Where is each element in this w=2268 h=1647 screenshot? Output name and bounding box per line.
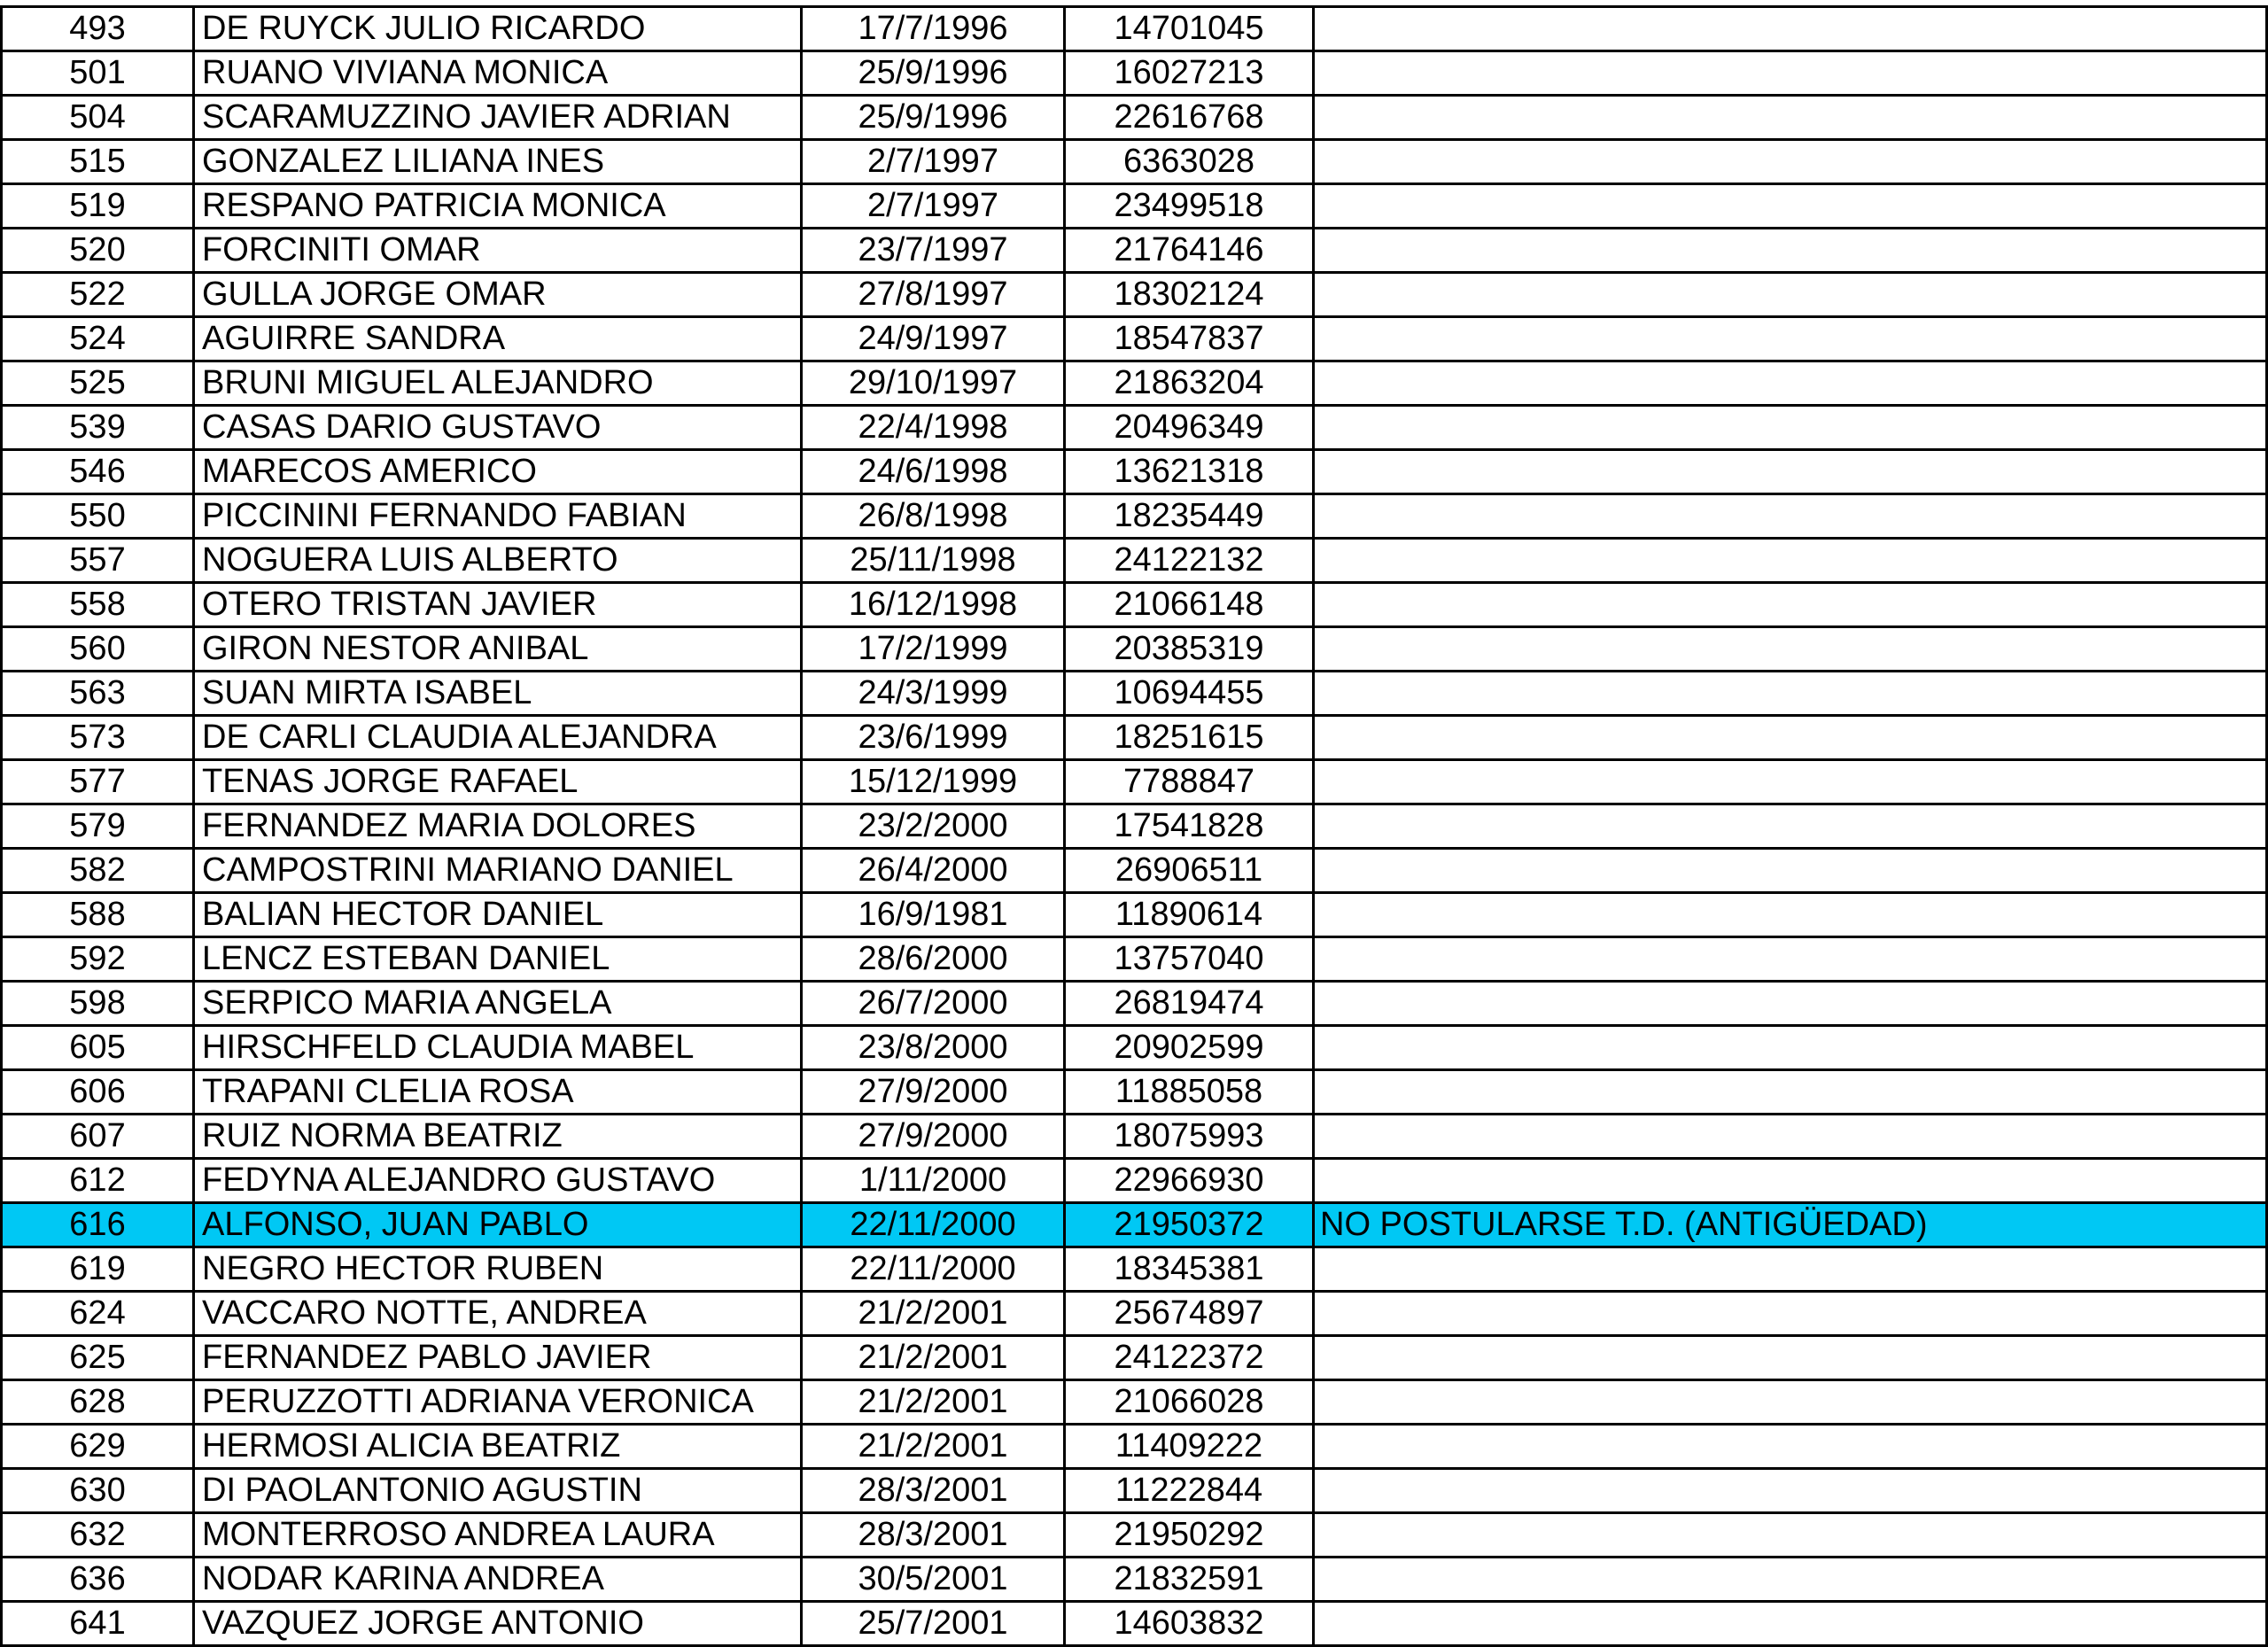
note-cell xyxy=(1314,716,2267,760)
row-number-cell: 582 xyxy=(2,849,194,893)
name-cell: GONZALEZ LILIANA INES xyxy=(194,140,802,184)
date-cell: 24/3/1999 xyxy=(802,672,1065,716)
date-cell: 30/5/2001 xyxy=(802,1558,1065,1602)
row-number-cell: 539 xyxy=(2,406,194,450)
date-cell: 28/6/2000 xyxy=(802,937,1065,982)
name-cell: NOGUERA LUIS ALBERTO xyxy=(194,539,802,583)
row-number-cell: 612 xyxy=(2,1159,194,1203)
table-row xyxy=(2,140,2267,184)
document-id-cell: 17541828 xyxy=(1065,804,1314,849)
document-id-cell: 14603832 xyxy=(1065,1602,1314,1646)
row-number-cell: 628 xyxy=(2,1380,194,1425)
date-cell: 25/9/1996 xyxy=(802,51,1065,96)
row-number-cell: 550 xyxy=(2,494,194,539)
note-cell xyxy=(1314,1513,2267,1558)
document-id-cell: 14701045 xyxy=(1065,7,1314,51)
document-id-cell: 16027213 xyxy=(1065,51,1314,96)
table-row xyxy=(2,273,2267,317)
document-id-cell: 13757040 xyxy=(1065,937,1314,982)
table-row xyxy=(2,716,2267,760)
note-cell xyxy=(1314,229,2267,273)
table-row xyxy=(2,1425,2267,1469)
row-number-cell: 607 xyxy=(2,1115,194,1159)
document-id-cell: 20902599 xyxy=(1065,1026,1314,1070)
date-cell: 21/2/2001 xyxy=(802,1292,1065,1336)
note-cell xyxy=(1314,849,2267,893)
row-number-cell: 592 xyxy=(2,937,194,982)
note-cell xyxy=(1314,893,2267,937)
table-row xyxy=(2,849,2267,893)
table-row xyxy=(2,1602,2267,1646)
document-id-cell: 18251615 xyxy=(1065,716,1314,760)
name-cell: GULLA JORGE OMAR xyxy=(194,273,802,317)
row-number-cell: 573 xyxy=(2,716,194,760)
table-row xyxy=(2,539,2267,583)
name-cell: NEGRO HECTOR RUBEN xyxy=(194,1247,802,1292)
note-cell xyxy=(1314,982,2267,1026)
name-cell: PERUZZOTTI ADRIANA VERONICA xyxy=(194,1380,802,1425)
document-id-cell: 11222844 xyxy=(1065,1469,1314,1513)
date-cell: 2/7/1997 xyxy=(802,140,1065,184)
note-cell xyxy=(1314,1425,2267,1469)
personnel-table xyxy=(0,5,2268,1647)
table-row xyxy=(2,982,2267,1026)
table-row xyxy=(2,804,2267,849)
document-id-cell: 6363028 xyxy=(1065,140,1314,184)
name-cell: OTERO TRISTAN JAVIER xyxy=(194,583,802,627)
name-cell: TENAS JORGE RAFAEL xyxy=(194,760,802,804)
note-cell xyxy=(1314,1292,2267,1336)
date-cell: 22/4/1998 xyxy=(802,406,1065,450)
name-cell: MARECOS AMERICO xyxy=(194,450,802,494)
table-row xyxy=(2,1558,2267,1602)
table-row xyxy=(2,627,2267,672)
document-id-cell: 18547837 xyxy=(1065,317,1314,361)
name-cell: SCARAMUZZINO JAVIER ADRIAN xyxy=(194,96,802,140)
date-cell: 23/2/2000 xyxy=(802,804,1065,849)
document-id-cell: 21950292 xyxy=(1065,1513,1314,1558)
document-id-cell: 20385319 xyxy=(1065,627,1314,672)
document-id-cell: 25674897 xyxy=(1065,1292,1314,1336)
name-cell: PICCININI FERNANDO FABIAN xyxy=(194,494,802,539)
date-cell: 25/11/1998 xyxy=(802,539,1065,583)
date-cell: 28/3/2001 xyxy=(802,1469,1065,1513)
note-cell xyxy=(1314,184,2267,229)
date-cell: 24/9/1997 xyxy=(802,317,1065,361)
name-cell: AGUIRRE SANDRA xyxy=(194,317,802,361)
document-id-cell: 26906511 xyxy=(1065,849,1314,893)
date-cell: 1/11/2000 xyxy=(802,1159,1065,1203)
table-row xyxy=(2,1026,2267,1070)
note-cell xyxy=(1314,1336,2267,1380)
note-cell xyxy=(1314,937,2267,982)
document-id-cell: 20496349 xyxy=(1065,406,1314,450)
document-id-cell: 24122372 xyxy=(1065,1336,1314,1380)
row-number-cell: 616 xyxy=(2,1203,194,1247)
date-cell: 17/2/1999 xyxy=(802,627,1065,672)
row-number-cell: 629 xyxy=(2,1425,194,1469)
document-id-cell: 22616768 xyxy=(1065,96,1314,140)
row-number-cell: 598 xyxy=(2,982,194,1026)
note-cell xyxy=(1314,583,2267,627)
date-cell: 27/8/1997 xyxy=(802,273,1065,317)
table-row xyxy=(2,1336,2267,1380)
table-row xyxy=(2,1469,2267,1513)
document-id-cell: 18235449 xyxy=(1065,494,1314,539)
row-number-cell: 558 xyxy=(2,583,194,627)
date-cell: 23/8/2000 xyxy=(802,1026,1065,1070)
date-cell: 21/2/2001 xyxy=(802,1380,1065,1425)
name-cell: DE RUYCK JULIO RICARDO xyxy=(194,7,802,51)
note-cell xyxy=(1314,273,2267,317)
table-row xyxy=(2,450,2267,494)
row-number-cell: 588 xyxy=(2,893,194,937)
row-number-cell: 624 xyxy=(2,1292,194,1336)
document-id-cell: 18345381 xyxy=(1065,1247,1314,1292)
document-id-cell: 21863204 xyxy=(1065,361,1314,406)
name-cell: NODAR KARINA ANDREA xyxy=(194,1558,802,1602)
name-cell: ALFONSO, JUAN PABLO xyxy=(194,1203,802,1247)
table-row xyxy=(2,1070,2267,1115)
note-cell xyxy=(1314,1380,2267,1425)
table-row xyxy=(2,51,2267,96)
name-cell: SUAN MIRTA ISABEL xyxy=(194,672,802,716)
note-cell xyxy=(1314,627,2267,672)
row-number-cell: 606 xyxy=(2,1070,194,1115)
note-cell xyxy=(1314,1070,2267,1115)
row-number-cell: 636 xyxy=(2,1558,194,1602)
name-cell: RESPANO PATRICIA MONICA xyxy=(194,184,802,229)
date-cell: 21/2/2001 xyxy=(802,1336,1065,1380)
note-cell xyxy=(1314,361,2267,406)
date-cell: 26/8/1998 xyxy=(802,494,1065,539)
date-cell: 26/4/2000 xyxy=(802,849,1065,893)
row-number-cell: 630 xyxy=(2,1469,194,1513)
row-number-cell: 641 xyxy=(2,1602,194,1646)
name-cell: FERNANDEZ PABLO JAVIER xyxy=(194,1336,802,1380)
row-number-cell: 557 xyxy=(2,539,194,583)
table-row xyxy=(2,494,2267,539)
table-row xyxy=(2,1380,2267,1425)
table-row xyxy=(2,229,2267,273)
table-row xyxy=(2,7,2267,51)
table-row xyxy=(2,317,2267,361)
date-cell: 26/7/2000 xyxy=(802,982,1065,1026)
document-id-cell: 24122132 xyxy=(1065,539,1314,583)
row-number-cell: 632 xyxy=(2,1513,194,1558)
table-row xyxy=(2,1513,2267,1558)
date-cell: 25/9/1996 xyxy=(802,96,1065,140)
name-cell: RUANO VIVIANA MONICA xyxy=(194,51,802,96)
document-id-cell: 21832591 xyxy=(1065,1558,1314,1602)
note-cell xyxy=(1314,760,2267,804)
table-row xyxy=(2,1247,2267,1292)
row-number-cell: 520 xyxy=(2,229,194,273)
date-cell: 27/9/2000 xyxy=(802,1115,1065,1159)
row-number-cell: 504 xyxy=(2,96,194,140)
document-id-cell: 13621318 xyxy=(1065,450,1314,494)
table-body xyxy=(2,7,2267,1646)
date-cell: 23/6/1999 xyxy=(802,716,1065,760)
note-cell xyxy=(1314,672,2267,716)
note-cell xyxy=(1314,539,2267,583)
row-number-cell: 493 xyxy=(2,7,194,51)
name-cell: CASAS DARIO GUSTAVO xyxy=(194,406,802,450)
row-number-cell: 625 xyxy=(2,1336,194,1380)
name-cell: VACCARO NOTTE, ANDREA xyxy=(194,1292,802,1336)
document-id-cell: 18302124 xyxy=(1065,273,1314,317)
note-cell xyxy=(1314,1469,2267,1513)
date-cell: 16/12/1998 xyxy=(802,583,1065,627)
name-cell: CAMPOSTRINI MARIANO DANIEL xyxy=(194,849,802,893)
table-row xyxy=(2,406,2267,450)
name-cell: HERMOSI ALICIA BEATRIZ xyxy=(194,1425,802,1469)
document-id-cell: 10694455 xyxy=(1065,672,1314,716)
document-id-cell: 11885058 xyxy=(1065,1070,1314,1115)
date-cell: 16/9/1981 xyxy=(802,893,1065,937)
name-cell: TRAPANI CLELIA ROSA xyxy=(194,1070,802,1115)
document-id-cell: 7788847 xyxy=(1065,760,1314,804)
date-cell: 17/7/1996 xyxy=(802,7,1065,51)
row-number-cell: 560 xyxy=(2,627,194,672)
date-cell: 22/11/2000 xyxy=(802,1247,1065,1292)
name-cell: GIRON NESTOR ANIBAL xyxy=(194,627,802,672)
row-number-cell: 501 xyxy=(2,51,194,96)
name-cell: DI PAOLANTONIO AGUSTIN xyxy=(194,1469,802,1513)
document-id-cell: 21066028 xyxy=(1065,1380,1314,1425)
name-cell: LENCZ ESTEBAN DANIEL xyxy=(194,937,802,982)
table-row xyxy=(2,672,2267,716)
note-cell xyxy=(1314,140,2267,184)
row-number-cell: 619 xyxy=(2,1247,194,1292)
note-cell xyxy=(1314,1247,2267,1292)
row-number-cell: 579 xyxy=(2,804,194,849)
table-row xyxy=(2,1115,2267,1159)
document-id-cell: 18075993 xyxy=(1065,1115,1314,1159)
row-number-cell: 519 xyxy=(2,184,194,229)
note-cell: NO POSTULARSE T.D. (ANTIGÜEDAD) xyxy=(1314,1203,2267,1247)
row-number-cell: 522 xyxy=(2,273,194,317)
table-row xyxy=(2,937,2267,982)
date-cell: 15/12/1999 xyxy=(802,760,1065,804)
name-cell: DE CARLI CLAUDIA ALEJANDRA xyxy=(194,716,802,760)
table-row xyxy=(2,893,2267,937)
row-number-cell: 546 xyxy=(2,450,194,494)
name-cell: FEDYNA ALEJANDRO GUSTAVO xyxy=(194,1159,802,1203)
note-cell xyxy=(1314,1026,2267,1070)
note-cell xyxy=(1314,317,2267,361)
name-cell: HIRSCHFELD CLAUDIA MABEL xyxy=(194,1026,802,1070)
row-number-cell: 577 xyxy=(2,760,194,804)
table-row xyxy=(2,361,2267,406)
note-cell xyxy=(1314,96,2267,140)
date-cell: 22/11/2000 xyxy=(802,1203,1065,1247)
row-number-cell: 563 xyxy=(2,672,194,716)
note-cell xyxy=(1314,1558,2267,1602)
name-cell: MONTERROSO ANDREA LAURA xyxy=(194,1513,802,1558)
document-id-cell: 11409222 xyxy=(1065,1425,1314,1469)
note-cell xyxy=(1314,1602,2267,1646)
note-cell xyxy=(1314,51,2267,96)
row-number-cell: 525 xyxy=(2,361,194,406)
document-id-cell: 21066148 xyxy=(1065,583,1314,627)
document-id-cell: 21764146 xyxy=(1065,229,1314,273)
note-cell xyxy=(1314,804,2267,849)
document-id-cell: 21950372 xyxy=(1065,1203,1314,1247)
name-cell: RUIZ NORMA BEATRIZ xyxy=(194,1115,802,1159)
document-id-cell: 11890614 xyxy=(1065,893,1314,937)
date-cell: 25/7/2001 xyxy=(802,1602,1065,1646)
note-cell xyxy=(1314,450,2267,494)
row-number-cell: 524 xyxy=(2,317,194,361)
date-cell: 23/7/1997 xyxy=(802,229,1065,273)
document-id-cell: 23499518 xyxy=(1065,184,1314,229)
table-row xyxy=(2,760,2267,804)
table-row-highlighted xyxy=(2,1203,2267,1247)
date-cell: 21/2/2001 xyxy=(802,1425,1065,1469)
date-cell: 27/9/2000 xyxy=(802,1070,1065,1115)
note-cell xyxy=(1314,7,2267,51)
table-row xyxy=(2,1292,2267,1336)
note-cell xyxy=(1314,1159,2267,1203)
name-cell: BRUNI MIGUEL ALEJANDRO xyxy=(194,361,802,406)
table-row xyxy=(2,96,2267,140)
row-number-cell: 515 xyxy=(2,140,194,184)
name-cell: FERNANDEZ MARIA DOLORES xyxy=(194,804,802,849)
note-cell xyxy=(1314,1115,2267,1159)
note-cell xyxy=(1314,494,2267,539)
name-cell: VAZQUEZ JORGE ANTONIO xyxy=(194,1602,802,1646)
date-cell: 28/3/2001 xyxy=(802,1513,1065,1558)
date-cell: 2/7/1997 xyxy=(802,184,1065,229)
date-cell: 29/10/1997 xyxy=(802,361,1065,406)
date-cell: 24/6/1998 xyxy=(802,450,1065,494)
document-id-cell: 26819474 xyxy=(1065,982,1314,1026)
table-row xyxy=(2,1159,2267,1203)
name-cell: FORCINITI OMAR xyxy=(194,229,802,273)
document-id-cell: 22966930 xyxy=(1065,1159,1314,1203)
table-row xyxy=(2,583,2267,627)
table-row xyxy=(2,184,2267,229)
row-number-cell: 605 xyxy=(2,1026,194,1070)
note-cell xyxy=(1314,406,2267,450)
name-cell: SERPICO MARIA ANGELA xyxy=(194,982,802,1026)
name-cell: BALIAN HECTOR DANIEL xyxy=(194,893,802,937)
